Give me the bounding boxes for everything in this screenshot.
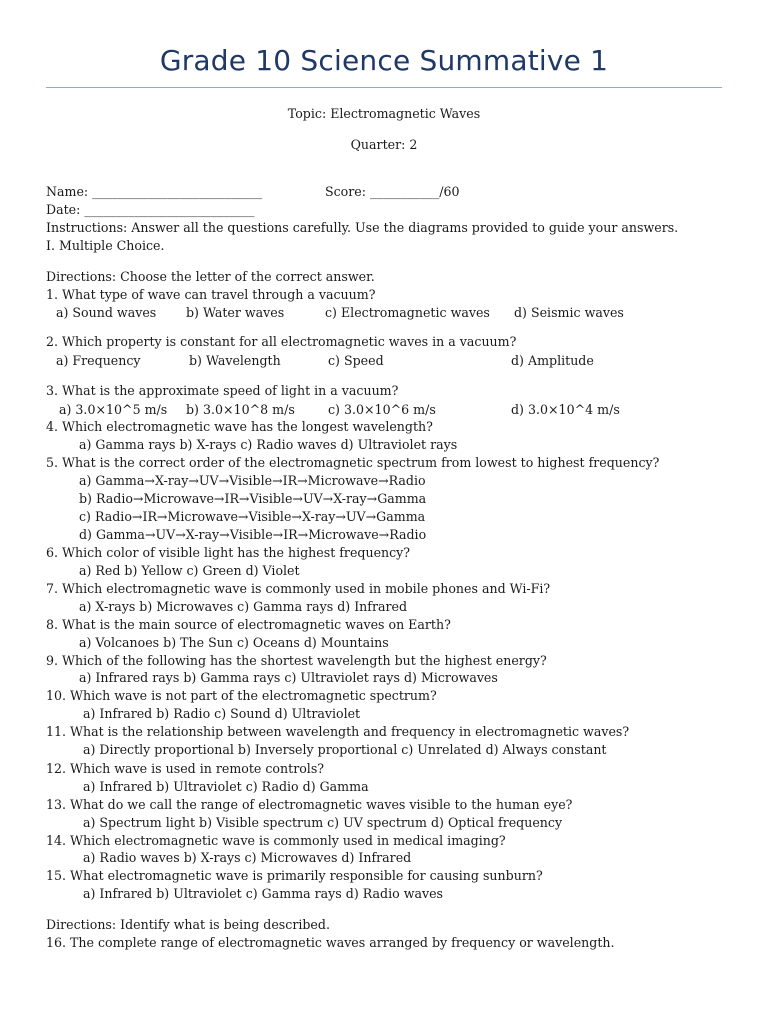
- document-title: Grade 10 Science Summative 1: [159, 44, 609, 77]
- q2-option-c: c) Speed: [328, 353, 384, 368]
- q1-option-a: a) Sound waves: [56, 305, 157, 320]
- q2-option-d: d) Amplitude: [511, 353, 594, 368]
- q5-option-c: c) Radio→IR→Microwave→Visible→X-ray→UV→Gamma: [79, 509, 426, 524]
- q7-options: a) X-rays b) Microwaves c) Gamma rays d) Infrared: [79, 599, 408, 614]
- q13-options: a) Spectrum light b) Visible spectrum c) UV spectrum d) Optical frequency: [83, 815, 563, 830]
- question-5: 5. What is the correct order of the electromagnetic spectrum from lowest to highest frequency?: [46, 455, 660, 470]
- topic-line: Topic: Electromagnetic Waves: [287, 106, 481, 121]
- directions-mc: Directions: Choose the letter of the correct answer.: [46, 269, 375, 284]
- name-field: Name: ___________________________: [46, 184, 263, 199]
- question-8: 8. What is the main source of electromagnetic waves on Earth?: [46, 617, 451, 632]
- directions-identification: Directions: Identify what is being described.: [46, 917, 330, 932]
- question-4: 4. Which electromagnetic wave has the longest wavelength?: [46, 419, 433, 434]
- q11-options: a) Directly proportional b) Inversely proportional c) Unrelated d) Always constant: [83, 742, 607, 757]
- q5-option-d: d) Gamma→UV→X-ray→Visible→IR→Microwave→Radio: [79, 527, 427, 542]
- question-7: 7. Which electromagnetic wave is commonly used in mobile phones and Wi-Fi?: [46, 581, 551, 596]
- question-15: 15. What electromagnetic wave is primarily responsible for causing sunburn?: [46, 868, 543, 883]
- question-9: 9. Which of the following has the shortest wavelength but the highest energy?: [46, 653, 547, 668]
- question-13: 13. What do we call the range of electromagnetic waves visible to the human eye?: [46, 797, 573, 812]
- q14-options: a) Radio waves b) X-rays c) Microwaves d) Infrared: [83, 850, 412, 865]
- q9-options: a) Infrared rays b) Gamma rays c) Ultraviolet rays d) Microwaves: [79, 670, 498, 685]
- question-1: 1. What type of wave can travel through a vacuum?: [46, 287, 376, 302]
- q1-option-c: c) Electromagnetic waves: [325, 305, 490, 320]
- q1-option-d: d) Seismic waves: [514, 305, 624, 320]
- q3-option-d: d) 3.0×10^4 m/s: [511, 402, 620, 417]
- question-2: 2. Which property is constant for all electromagnetic waves in a vacuum?: [46, 334, 517, 349]
- question-6: 6. Which color of visible light has the highest frequency?: [46, 545, 411, 560]
- q5-option-b: b) Radio→Microwave→IR→Visible→UV→X-ray→Gamma: [79, 491, 427, 506]
- score-field: Score: ___________/60: [325, 184, 460, 199]
- q1-option-b: b) Water waves: [186, 305, 285, 320]
- part-heading: I. Multiple Choice.: [46, 238, 165, 253]
- q10-options: a) Infrared b) Radio c) Sound d) Ultraviolet: [83, 706, 361, 721]
- q3-option-b: b) 3.0×10^8 m/s: [186, 402, 295, 417]
- question-12: 12. Which wave is used in remote controls?: [46, 761, 325, 776]
- question-16: 16. The complete range of electromagnetic waves arranged by frequency or wavelength.: [46, 935, 615, 950]
- q3-option-c: c) 3.0×10^6 m/s: [328, 402, 436, 417]
- q15-options: a) Infrared b) Ultraviolet c) Gamma rays d) Radio waves: [83, 886, 444, 901]
- q2-option-a: a) Frequency: [56, 353, 141, 368]
- q12-options: a) Infrared b) Ultraviolet c) Radio d) Gamma: [83, 779, 369, 794]
- quarter-line: Quarter: 2: [350, 137, 418, 152]
- q4-options: a) Gamma rays b) X-rays c) Radio waves d) Ultraviolet rays: [79, 437, 458, 452]
- instructions: Instructions: Answer all the questions carefully. Use the diagrams provided to guide your answers.: [46, 220, 679, 235]
- q8-options: a) Volcanoes b) The Sun c) Oceans d) Mountains: [79, 635, 389, 650]
- question-11: 11. What is the relationship between wavelength and frequency in electromagnetic waves?: [46, 724, 630, 739]
- q3-option-a: a) 3.0×10^5 m/s: [59, 402, 168, 417]
- question-10: 10. Which wave is not part of the electromagnetic spectrum?: [46, 688, 437, 703]
- question-14: 14. Which electromagnetic wave is commonly used in medical imaging?: [46, 833, 506, 848]
- question-3: 3. What is the approximate speed of light in a vacuum?: [46, 383, 399, 398]
- title-underline: [46, 87, 722, 88]
- date-field: Date: ___________________________: [46, 202, 255, 217]
- q6-options: a) Red b) Yellow c) Green d) Violet: [79, 563, 300, 578]
- q5-option-a: a) Gamma→X-ray→UV→Visible→IR→Microwave→Radio: [79, 473, 426, 488]
- q2-option-b: b) Wavelength: [189, 353, 281, 368]
